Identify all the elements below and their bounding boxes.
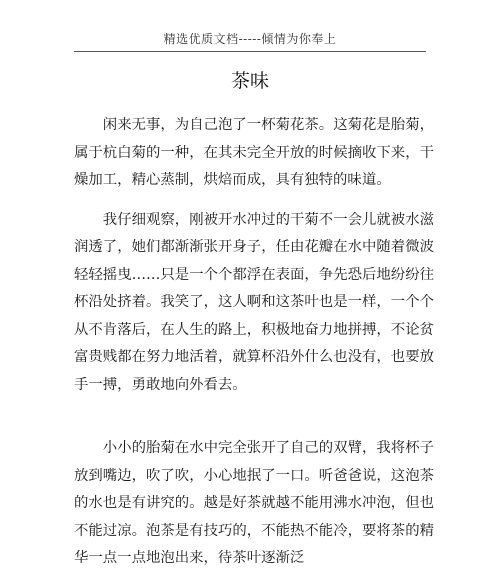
document-body (74, 112, 434, 573)
paragraph-2: 我仔细观察，刚被开水冲过的干菊不一会儿就被水滋润透了，她们都渐渐张开身子，任由花瓣在水中随着微波轻轻摇曳……只是一个个都浮在表面，争先恐后地纷纷往杯沿处挤着。我笑了，这人啊和这茶叶也是一样，一个个从不肯落后，在人生的路上，积极地奋力地拼搏，不论贫富贵贱都在努力地活着，就算杯沿外什么也没有，也要放手一搏，勇敢地向外看去。 (74, 211, 434, 393)
paragraph-1: 闲来无事，为自己泡了一杯菊花茶。这菊花是胎菊，属于杭白菊的一种，在其未完全开放的时候摘收下来，干燥加工，精心蒸制，烘焙而成，具有独特的味道。 (74, 117, 434, 188)
document-title: 茶味 (230, 70, 269, 92)
header-rule (74, 51, 426, 52)
page-header: 精选优质文档-----倾情为你奉上 (163, 32, 337, 46)
paragraph-3: 小小的胎菊在水中完全张开了自己的双臂，我将杯子放到嘴边，吹了吹，小心地抿了一口。听爸爸说，这泡茶的水也是有讲究的。越是好茶就越不能用沸水冲泡，但也不能过凉。泡茶是有技巧的，不能热不能冷，要将茶的精华一点一点地泡出来，待茶叶逐渐泛 (74, 440, 434, 566)
